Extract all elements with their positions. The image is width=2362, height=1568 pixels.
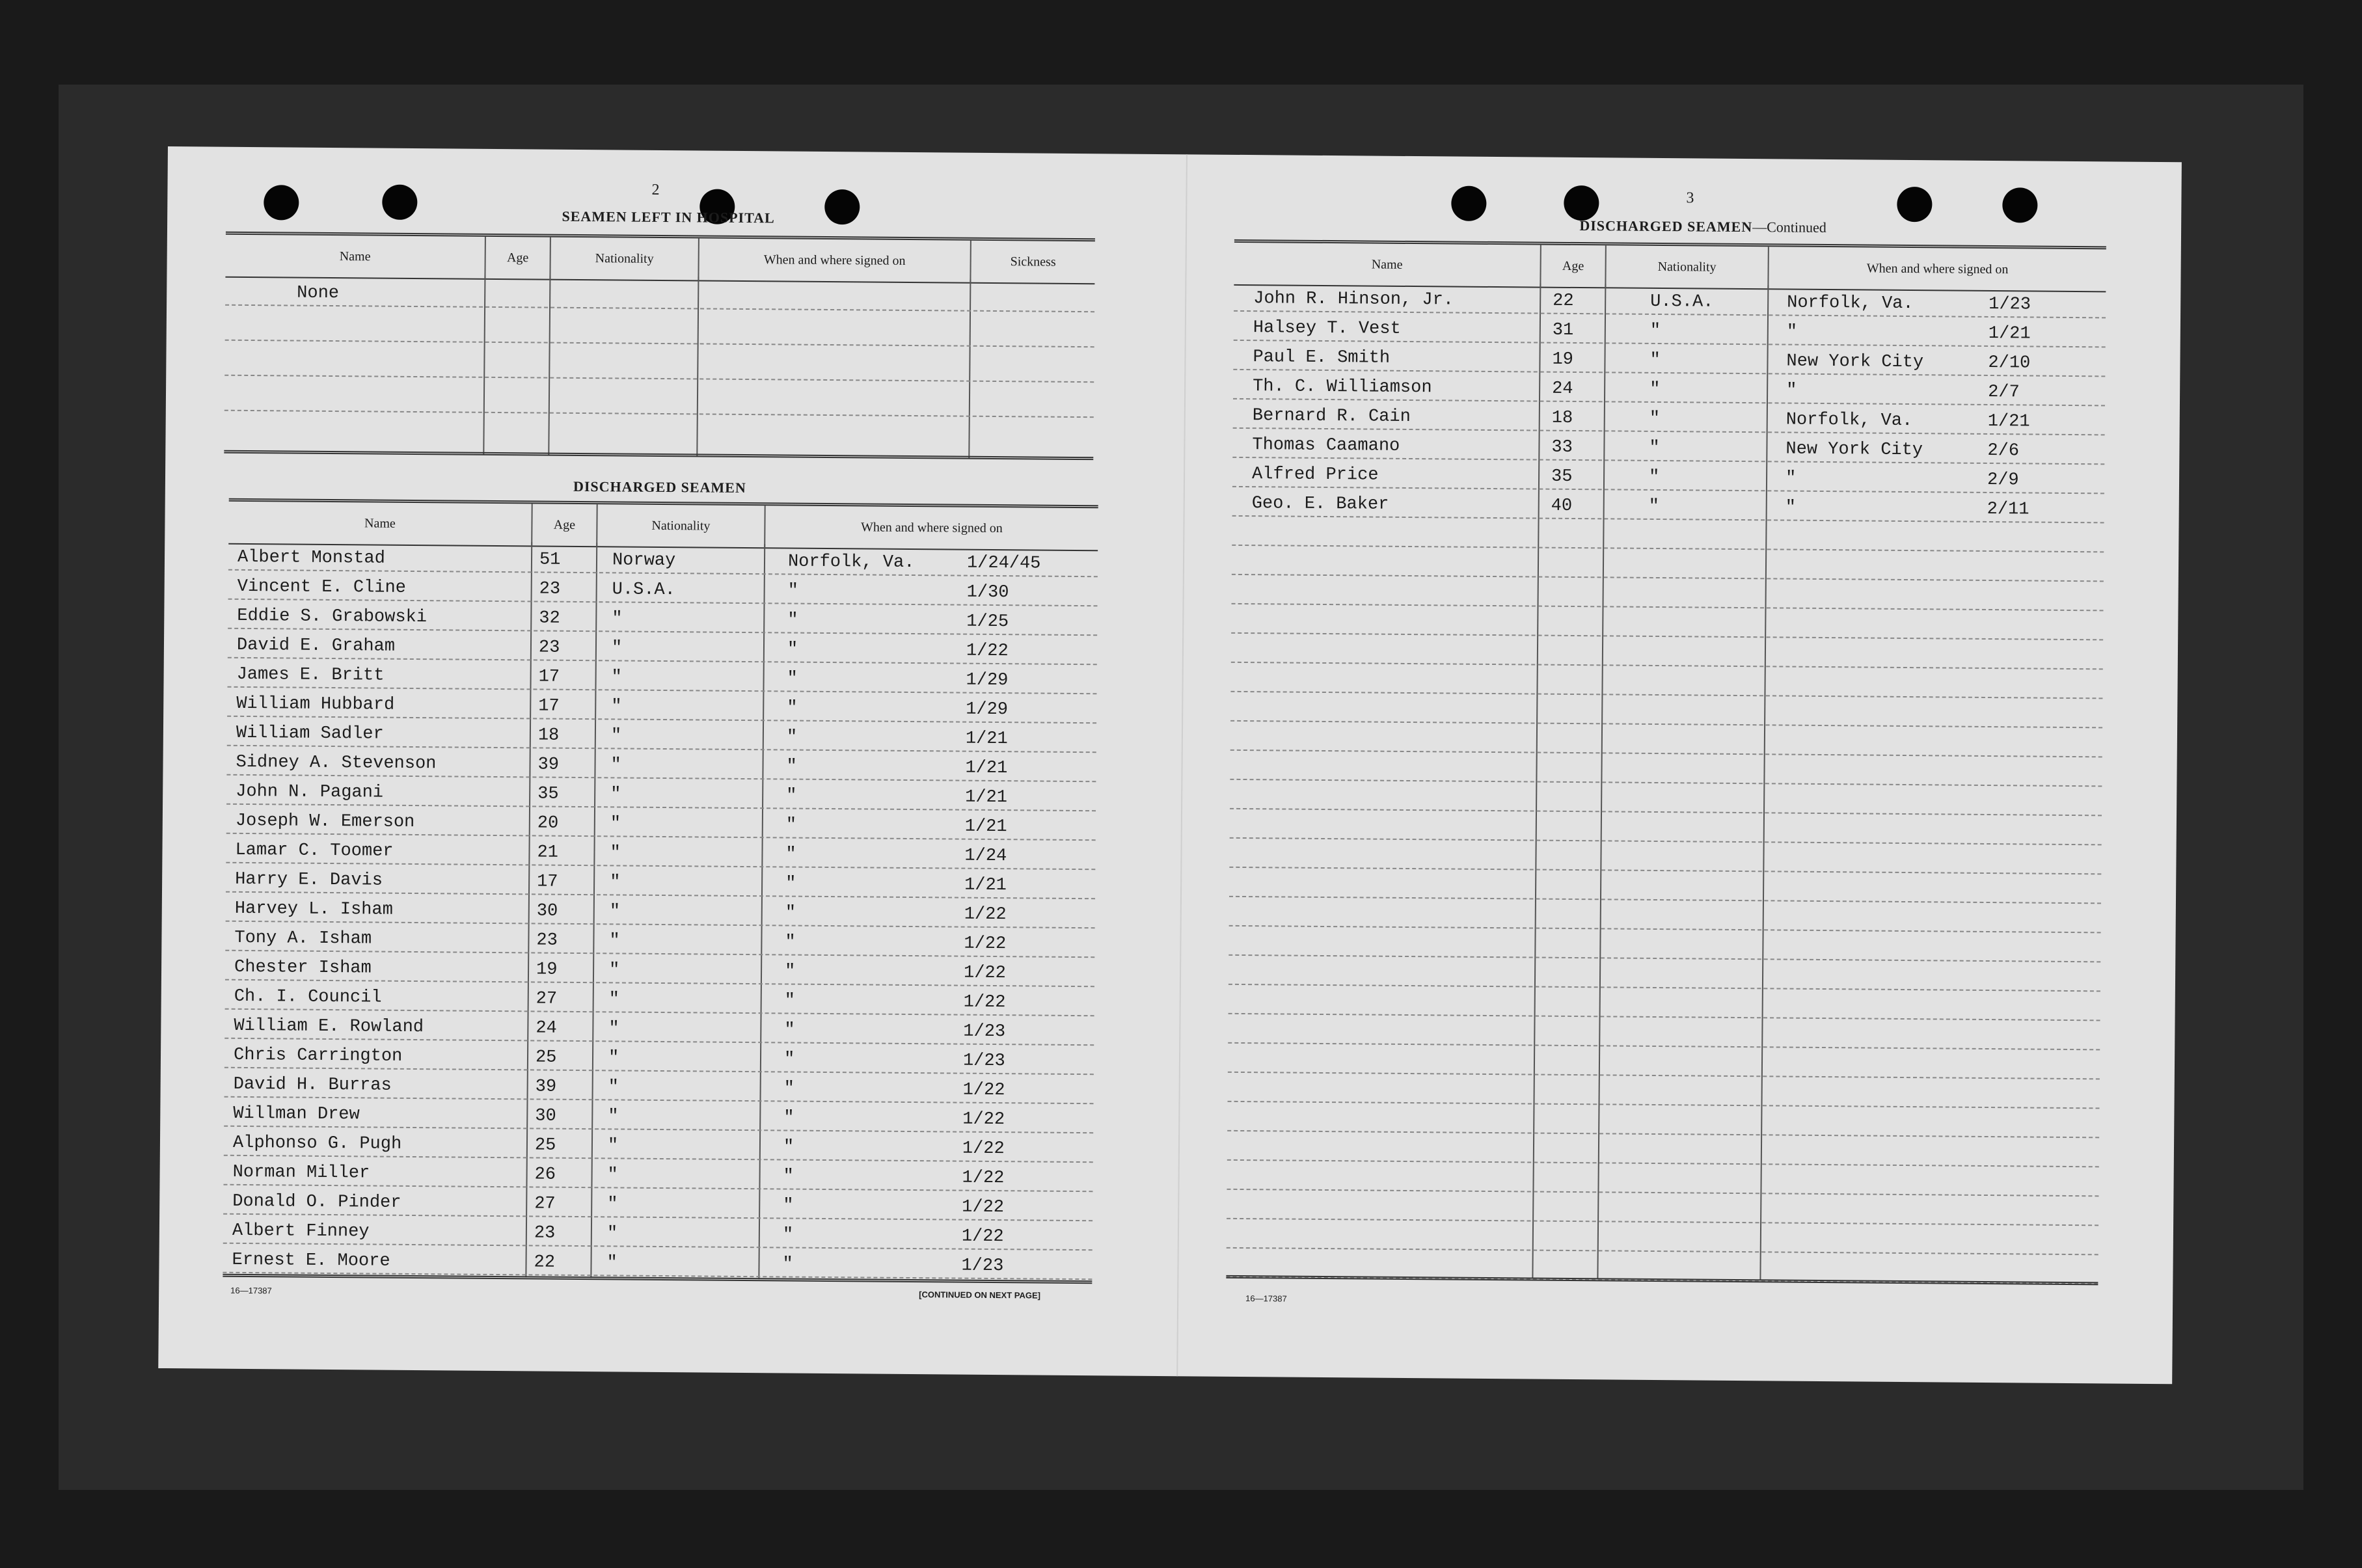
seaman-nationality: " xyxy=(610,726,622,746)
seaman-nationality: " xyxy=(609,931,620,951)
seaman-age: 23 xyxy=(539,579,561,599)
signed-on-place: " xyxy=(787,698,798,718)
form-number: 16—17387 xyxy=(230,1285,272,1296)
seaman-age: 17 xyxy=(537,872,558,892)
seaman-nationality: " xyxy=(610,843,621,863)
signed-on-place: " xyxy=(786,786,797,806)
seaman-age: 19 xyxy=(1552,349,1574,370)
seaman-age: 25 xyxy=(535,1048,557,1068)
signed-on-place: New York City xyxy=(1786,351,1924,373)
seaman-name: Chester Isham xyxy=(234,957,372,979)
seaman-nationality: " xyxy=(612,609,623,629)
col-nationality-header: Nationality xyxy=(549,237,698,280)
signed-on-place: " xyxy=(787,640,798,660)
seaman-nationality: " xyxy=(1649,350,1661,371)
signed-on-date: 1/23 xyxy=(962,1051,1005,1072)
signed-on-place: New York City xyxy=(1785,439,1923,461)
signed-on-date: 2/6 xyxy=(1987,440,2020,461)
seaman-name: Tony A. Isham xyxy=(234,928,372,949)
seaman-age: 30 xyxy=(535,1106,556,1126)
seaman-age: 24 xyxy=(1552,379,1573,399)
continued-note: [CONTINUED ON NEXT PAGE] xyxy=(919,1290,1041,1301)
seaman-age: 27 xyxy=(534,1194,556,1214)
left-page xyxy=(217,147,1098,1375)
signed-on-place: " xyxy=(1785,468,1797,489)
signed-on-date: 1/21 xyxy=(1988,323,2031,344)
seaman-name: Albert Finney xyxy=(232,1221,370,1242)
seaman-age: 18 xyxy=(1551,408,1573,428)
seaman-age: 22 xyxy=(1553,291,1574,311)
page-fold xyxy=(1176,154,1188,1376)
seaman-nationality: " xyxy=(608,1077,619,1098)
seaman-nationality: " xyxy=(1649,438,1660,459)
signed-on-place: " xyxy=(782,1225,794,1245)
seaman-nationality: " xyxy=(606,1224,618,1244)
signed-on-date: 1/22 xyxy=(963,963,1006,984)
seaman-name: Eddie S. Grabowski xyxy=(237,606,428,628)
signed-on-date: 1/22 xyxy=(963,992,1006,1013)
discharged-continued-title xyxy=(1508,217,1898,237)
seaman-name: Norman Miller xyxy=(232,1162,370,1183)
signed-on-date: 1/22 xyxy=(962,1080,1005,1101)
col-signed-on-header: When and where signed on xyxy=(764,506,1098,550)
signed-on-place: " xyxy=(787,610,798,630)
title-suffix: —Continued xyxy=(1752,219,1826,236)
right-page xyxy=(1225,155,2107,1383)
signed-on-place: " xyxy=(783,1196,794,1216)
col-nationality-header: Nationality xyxy=(596,504,764,547)
seaman-age: 23 xyxy=(538,638,560,658)
seaman-name: David H. Burras xyxy=(233,1074,392,1096)
signed-on-date: 1/22 xyxy=(962,1109,1005,1130)
signed-on-date: 1/21 xyxy=(965,758,1008,779)
seaman-name: Harvey L. Isham xyxy=(234,899,393,920)
signed-on-date: 1/24/45 xyxy=(966,553,1041,574)
seaman-nationality: " xyxy=(1649,321,1661,342)
seaman-nationality: " xyxy=(606,1253,618,1273)
seaman-nationality: " xyxy=(607,1165,618,1185)
seaman-nationality: " xyxy=(1648,467,1660,488)
seaman-age: 27 xyxy=(536,989,558,1009)
title-text: DISCHARGED SEAMEN xyxy=(1579,217,1753,236)
seaman-name: John N. Pagani xyxy=(236,781,384,803)
signed-on-place: " xyxy=(785,815,797,835)
seaman-name: Joseph W. Emerson xyxy=(235,811,415,833)
signed-on-place: Norfolk, Va. xyxy=(787,552,915,573)
signed-on-date: 1/22 xyxy=(966,641,1009,662)
seaman-name: Halsey T. Vest xyxy=(1253,318,1401,339)
seaman-age: 17 xyxy=(538,696,560,716)
seaman-age: 30 xyxy=(536,901,558,921)
seaman-nationality: " xyxy=(1649,379,1661,400)
table-row xyxy=(224,375,1094,418)
seaman-name: Albert Monstad xyxy=(237,547,385,569)
seaman-name: Vincent E. Cline xyxy=(237,576,407,598)
signed-on-date: 1/30 xyxy=(966,582,1009,603)
signed-on-place: " xyxy=(784,962,796,982)
signed-on-place: " xyxy=(782,1254,793,1275)
seaman-age: 31 xyxy=(1552,320,1574,340)
hospital-table xyxy=(224,232,1095,461)
seaman-age: 20 xyxy=(537,813,559,833)
seaman-age: 51 xyxy=(539,550,561,570)
seaman-age: 25 xyxy=(534,1135,556,1156)
seaman-age: 32 xyxy=(539,608,560,629)
signed-on-place: Norfolk, Va. xyxy=(1787,293,1914,314)
seaman-nationality: " xyxy=(610,755,621,776)
signed-on-date: 1/21 xyxy=(1987,411,2030,432)
seaman-name: Sidney A. Stevenson xyxy=(236,752,437,774)
form-number: 16—17387 xyxy=(1245,1293,1287,1304)
signed-on-date: 1/23 xyxy=(963,1021,1006,1042)
signed-on-date: 1/24 xyxy=(964,846,1007,867)
seaman-age: 26 xyxy=(534,1165,556,1185)
signed-on-date: 2/11 xyxy=(1987,499,2029,520)
col-name-header: Name xyxy=(364,515,396,531)
col-sickness-header: Sickness xyxy=(970,241,1094,284)
signed-on-date: 1/21 xyxy=(964,817,1007,837)
signed-on-place: " xyxy=(785,845,796,865)
signed-on-place: " xyxy=(1786,322,1798,342)
table-bottom-rule xyxy=(224,450,1093,460)
seaman-nationality: " xyxy=(608,990,620,1010)
seaman-name: Ernest E. Moore xyxy=(232,1250,390,1271)
signed-on-place: " xyxy=(783,1079,794,1099)
seaman-name: Donald O. Pinder xyxy=(232,1191,401,1213)
seaman-name: Thomas Caamano xyxy=(1252,435,1400,456)
col-age-header: Age xyxy=(1540,245,1605,288)
seaman-age: 23 xyxy=(536,930,558,951)
seaman-age: 18 xyxy=(537,725,560,746)
seaman-name: Paul E. Smith xyxy=(1253,347,1391,368)
seaman-name: John R. Hinson, Jr. xyxy=(1253,289,1454,310)
signed-on-date: 1/23 xyxy=(961,1256,1004,1277)
hospital-none: None xyxy=(297,283,340,304)
seaman-nationality: " xyxy=(609,902,621,922)
seaman-age: 22 xyxy=(534,1252,556,1273)
col-signed-on-header: When and where signed on xyxy=(698,238,970,282)
seaman-nationality: " xyxy=(1648,496,1660,517)
seaman-age: 33 xyxy=(1551,437,1573,457)
signed-on-place: " xyxy=(786,727,798,748)
col-nationality-header: Nationality xyxy=(1605,245,1767,288)
signed-on-place: " xyxy=(783,1049,795,1070)
signed-on-place: Norfolk, Va. xyxy=(1785,410,1913,431)
signed-on-place: " xyxy=(784,991,796,1011)
signed-on-place: " xyxy=(787,669,798,689)
signed-on-place: " xyxy=(783,1167,794,1187)
signed-on-date: 2/9 xyxy=(1987,470,2019,491)
signed-on-date: 1/22 xyxy=(962,1168,1005,1189)
signed-on-place: " xyxy=(784,1020,795,1040)
signed-on-date: 1/22 xyxy=(962,1139,1005,1159)
seaman-age: 24 xyxy=(536,1018,557,1038)
seaman-nationality: " xyxy=(611,697,622,717)
seaman-nationality: Norway xyxy=(612,550,676,571)
col-signed-on-header: When and where signed on xyxy=(1767,247,2106,291)
discharged-continued-table xyxy=(1226,239,2106,1284)
seaman-age: 17 xyxy=(538,667,560,687)
seaman-nationality: " xyxy=(610,785,621,805)
seaman-name: Geo. E. Baker xyxy=(1251,494,1389,515)
signed-on-date: 2/10 xyxy=(1988,353,2031,373)
hospital-title: SEAMEN LEFT IN HOSPITAL xyxy=(562,208,775,226)
seaman-nationality: " xyxy=(608,960,620,980)
seaman-name: James E. Britt xyxy=(236,664,385,686)
seaman-nationality: " xyxy=(611,668,622,688)
seaman-name: Th. C. Williamson xyxy=(1253,377,1432,398)
seaman-age: 19 xyxy=(536,960,558,980)
signed-on-date: 2/7 xyxy=(1987,382,2020,403)
signed-on-date: 1/29 xyxy=(966,670,1009,691)
seaman-name: David E. Graham xyxy=(236,635,396,656)
seaman-name: Lamar C. Toomer xyxy=(235,840,394,861)
signed-on-date: 1/22 xyxy=(961,1226,1004,1247)
seaman-age: 21 xyxy=(537,843,559,863)
seaman-name: William Hubbard xyxy=(236,694,395,715)
seaman-nationality: " xyxy=(610,814,621,834)
col-name-header: Name xyxy=(1371,257,1403,272)
col-age-header: Age xyxy=(531,504,596,546)
page-number: 2 xyxy=(651,181,660,198)
signed-on-date: 1/25 xyxy=(966,612,1009,632)
seaman-name: Willman Drew xyxy=(233,1103,360,1125)
col-age-header: Age xyxy=(484,237,549,279)
signed-on-place: " xyxy=(787,581,798,601)
seaman-age: 35 xyxy=(537,784,559,804)
discharged-table xyxy=(223,498,1098,1283)
seaman-name: William Sadler xyxy=(236,723,384,744)
col-name-header: Name xyxy=(339,249,371,264)
signed-on-date: 1/23 xyxy=(1989,294,2031,315)
seaman-nationality: " xyxy=(1649,409,1661,429)
seaman-name: Harry E. Davis xyxy=(235,869,383,891)
signed-on-date: 1/21 xyxy=(964,875,1007,896)
signed-on-date: 1/22 xyxy=(962,1197,1005,1218)
seaman-nationality: " xyxy=(608,1019,619,1039)
signed-on-date: 1/22 xyxy=(964,934,1007,954)
seaman-nationality: " xyxy=(607,1136,619,1156)
seaman-name: William E. Rowland xyxy=(234,1016,424,1038)
signed-on-date: 1/21 xyxy=(965,729,1008,750)
seaman-nationality: " xyxy=(610,872,621,893)
ledger-sheet xyxy=(158,146,2182,1384)
seaman-nationality: " xyxy=(611,638,623,658)
seaman-name: Bernard R. Cain xyxy=(1252,406,1411,427)
seaman-age: 39 xyxy=(537,755,560,775)
signed-on-date: 1/21 xyxy=(965,787,1008,808)
seaman-name: Alphonso G. Pugh xyxy=(232,1133,402,1154)
seaman-nationality: " xyxy=(608,1107,619,1127)
discharged-title: DISCHARGED SEAMEN xyxy=(573,478,746,496)
page-number: 3 xyxy=(1686,189,1694,207)
signed-on-place: " xyxy=(785,874,796,894)
seaman-nationality: " xyxy=(608,1048,619,1068)
signed-on-date: 1/29 xyxy=(966,699,1009,720)
seaman-age: 35 xyxy=(1551,466,1573,487)
signed-on-place: " xyxy=(783,1108,794,1128)
signed-on-place: " xyxy=(1786,381,1797,401)
signed-on-place: " xyxy=(1785,498,1797,518)
seaman-name: Ch. I. Council xyxy=(234,986,382,1008)
seaman-nationality: U.S.A. xyxy=(612,580,676,601)
seaman-age: 40 xyxy=(1551,496,1573,516)
signed-on-date: 1/22 xyxy=(964,904,1007,925)
seaman-name: Chris Carrington xyxy=(233,1045,403,1066)
signed-on-place: " xyxy=(783,1137,794,1157)
seaman-age: 23 xyxy=(534,1223,556,1243)
seaman-age: 39 xyxy=(535,1077,557,1097)
seaman-nationality: U.S.A. xyxy=(1650,291,1714,312)
signed-on-place: " xyxy=(786,757,797,777)
signed-on-place: " xyxy=(785,903,796,923)
seaman-name: Alfred Price xyxy=(1251,465,1379,485)
seaman-nationality: " xyxy=(607,1195,618,1215)
signed-on-place: " xyxy=(785,932,796,953)
